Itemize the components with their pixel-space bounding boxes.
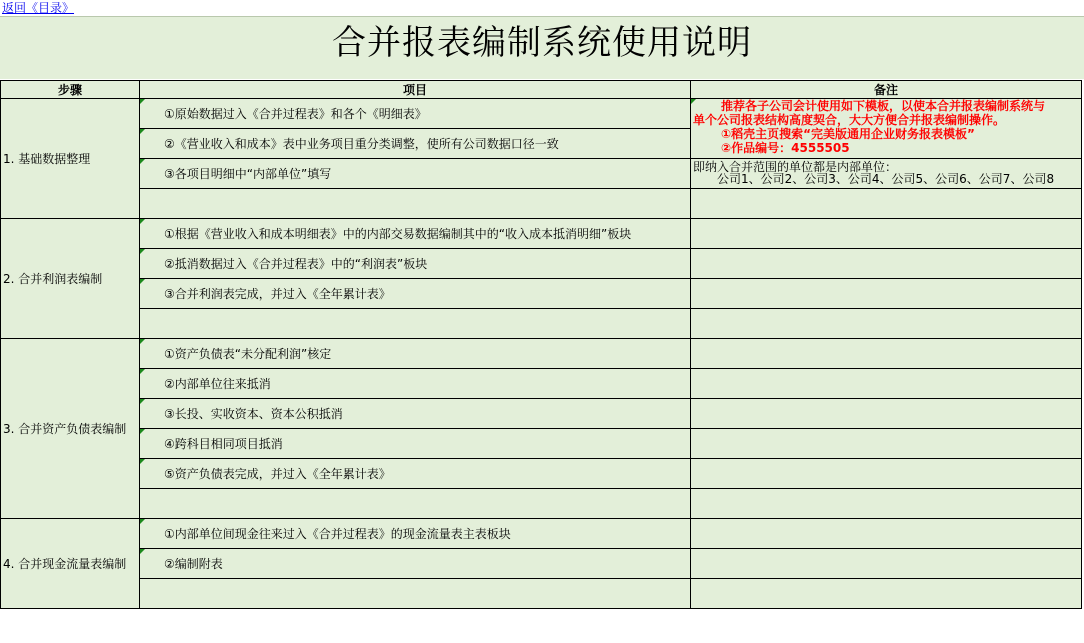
note-cell-scope[interactable] (691, 159, 1082, 189)
title-band (0, 16, 1084, 79)
instructions-table (0, 80, 1082, 609)
header-note[interactable]: 备注 (691, 81, 1082, 99)
item-cell[interactable]: ①根据《营业收入和成本明细表》中的内部交易数据编制其中的“收入成本抵消明细”板块 (140, 219, 691, 249)
note-cell[interactable] (691, 279, 1082, 309)
comment-marker-icon (140, 99, 145, 104)
table-row (1, 579, 1082, 609)
comment-marker-icon (140, 219, 145, 224)
step-cell-3[interactable]: 3. 合并资产负债表编制 (1, 339, 140, 519)
note-cell-recommend[interactable] (691, 99, 1082, 159)
recommend-note: 推荐各子公司会计使用如下模板，以使本合并报表编制系统与 单个公司报表结构高度契合，大大方便合并报表编制操作。 ①稻壳主页搜索“完美版通用企业财务报表模板” ②作品编号：4555505 (693, 99, 1046, 155)
table-row (1, 339, 1082, 369)
note-cell[interactable] (691, 579, 1082, 609)
item-cell[interactable] (140, 489, 691, 519)
page-title: 合并报表编制系统使用说明 (332, 23, 752, 63)
item-cell[interactable] (140, 189, 691, 219)
back-to-contents-link[interactable]: 返回《目录》 (2, 1, 75, 15)
comment-marker-icon (140, 429, 145, 434)
step-cell-2[interactable]: 2. 合并利润表编制 (1, 219, 140, 339)
item-cell[interactable]: ④跨科目相同项目抵消 (140, 429, 691, 459)
note-cell[interactable] (691, 399, 1082, 429)
table-row (1, 399, 1082, 429)
note-cell[interactable] (691, 339, 1082, 369)
table-row (1, 99, 1082, 129)
step-cell-1[interactable]: 1. 基础数据整理 (1, 99, 140, 219)
comment-marker-icon (140, 549, 145, 554)
header-row (1, 81, 1082, 99)
note-cell[interactable] (691, 549, 1082, 579)
table-row (1, 159, 1082, 189)
comment-marker-icon (140, 369, 145, 374)
scope-note: 即纳入合并范围的单位都是内部单位： 公司1、公司2、公司3、公司4、公司5、公司6、公司7、公司8 (693, 160, 1055, 186)
item-cell[interactable]: ⑤资产负债表完成，并过入《全年累计表》 (140, 459, 691, 489)
comment-marker-icon (140, 339, 145, 344)
item-cell[interactable]: ②内部单位往来抵消 (140, 369, 691, 399)
note-cell[interactable] (691, 369, 1082, 399)
item-cell[interactable] (140, 579, 691, 609)
item-cell[interactable]: ②《营业收入和成本》表中业务项目重分类调整，使所有公司数据口径一致 (140, 129, 691, 159)
comment-marker-icon (140, 279, 145, 284)
table-row (1, 219, 1082, 249)
item-cell[interactable] (140, 309, 691, 339)
table-row (1, 309, 1082, 339)
note-cell[interactable] (691, 219, 1082, 249)
table-row (1, 489, 1082, 519)
item-cell[interactable]: ①内部单位间现金往来过入《合并过程表》的现金流量表主表板块 (140, 519, 691, 549)
item-cell[interactable]: ③各项目明细中“内部单位”填写 (140, 159, 691, 189)
note-cell[interactable] (691, 429, 1082, 459)
table-row (1, 519, 1082, 549)
item-cell[interactable]: ①资产负债表“未分配利润”核定 (140, 339, 691, 369)
item-cell[interactable]: ②编制附表 (140, 549, 691, 579)
item-cell[interactable]: ②抵消数据过入《合并过程表》中的“利润表”板块 (140, 249, 691, 279)
note-cell[interactable] (691, 309, 1082, 339)
note-cell[interactable] (691, 519, 1082, 549)
table-row (1, 369, 1082, 399)
table-row (1, 279, 1082, 309)
comment-marker-icon (140, 159, 145, 164)
comment-marker-icon (691, 99, 696, 104)
comment-marker-icon (140, 519, 145, 524)
table-row (1, 189, 1082, 219)
note-cell[interactable] (691, 459, 1082, 489)
note-cell[interactable] (691, 189, 1082, 219)
step-cell-4[interactable]: 4. 合并现金流量表编制 (1, 519, 140, 609)
note-cell[interactable] (691, 249, 1082, 279)
comment-marker-icon (140, 459, 145, 464)
comment-marker-icon (140, 399, 145, 404)
comment-marker-icon (140, 129, 145, 134)
item-cell[interactable]: ①原始数据过入《合并过程表》和各个《明细表》 (140, 99, 691, 129)
table-row (1, 549, 1082, 579)
table-row (1, 249, 1082, 279)
table-row (1, 429, 1082, 459)
item-cell[interactable]: ③合并利润表完成，并过入《全年累计表》 (140, 279, 691, 309)
note-cell[interactable] (691, 489, 1082, 519)
item-cell[interactable]: ③长投、实收资本、资本公积抵消 (140, 399, 691, 429)
comment-marker-icon (140, 249, 145, 254)
table-row (1, 459, 1082, 489)
header-item[interactable]: 项目 (140, 81, 691, 99)
header-step[interactable]: 步骤 (1, 81, 140, 99)
